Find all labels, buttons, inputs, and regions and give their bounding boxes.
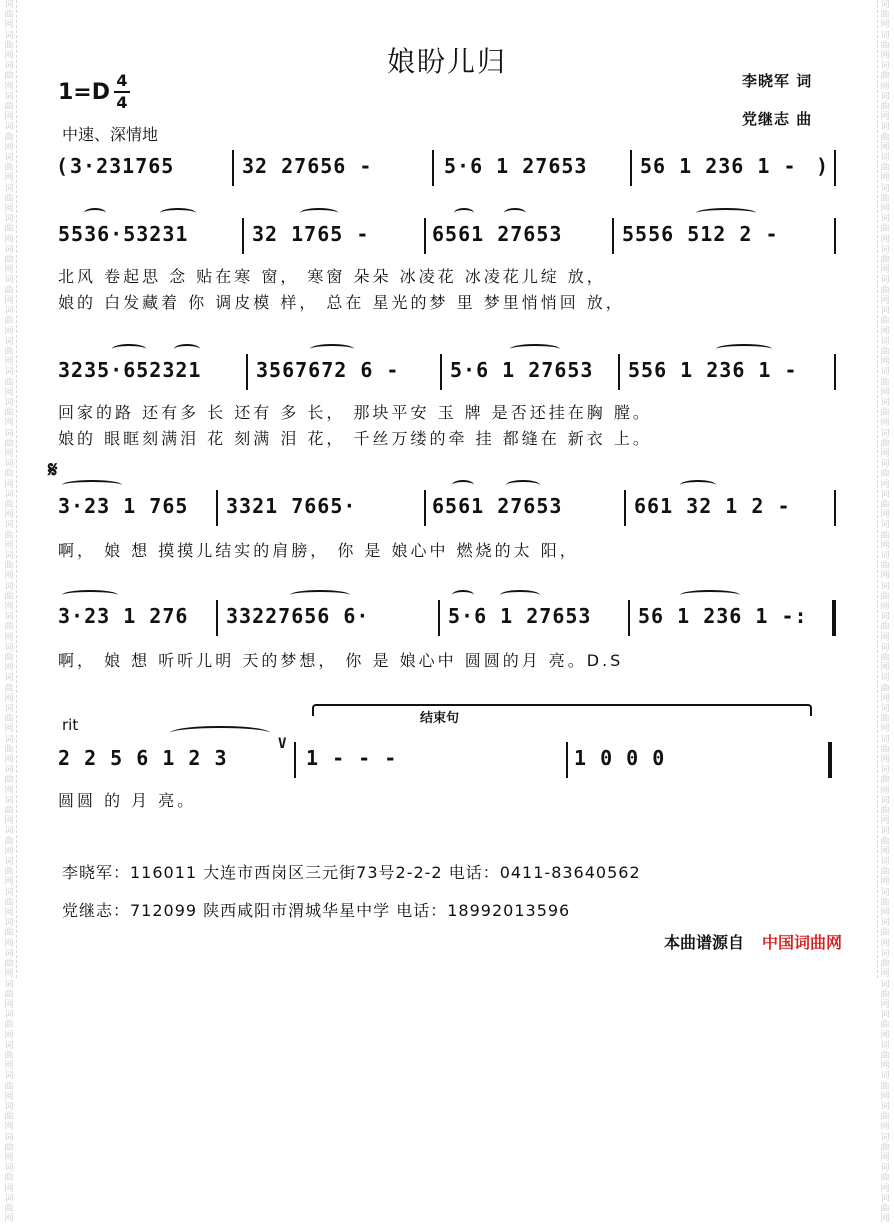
measure: 32 27656 - xyxy=(242,154,373,178)
measure: 3·23 1 765 xyxy=(58,494,189,518)
slur xyxy=(112,344,146,354)
lyrics-chorus: 啊， 娘 想 摸摸儿结实的肩膀， 你 是 娘心中 燃烧的太 阳， xyxy=(58,541,579,560)
measure: 5·6 1 27653 xyxy=(450,358,594,382)
barline xyxy=(438,600,440,636)
measure: 5556 512 2 - xyxy=(622,222,779,246)
slur xyxy=(510,344,560,354)
lyrics-verse-1: 北风 卷起思 念 贴在寒 窗， 寒窗 朵朵 冰凌花 冰凌花儿绽 放， xyxy=(58,267,606,286)
barline xyxy=(440,354,442,390)
barline xyxy=(834,150,836,186)
slur xyxy=(310,344,354,354)
source-label: 本曲谱源自 xyxy=(664,933,745,952)
composer-credit: 党继志 曲 xyxy=(742,110,813,128)
barline xyxy=(242,218,244,254)
slur xyxy=(454,208,474,218)
slur xyxy=(716,344,772,354)
barline xyxy=(566,742,568,778)
barline xyxy=(618,354,620,390)
lyricist-address: 李晓军：116011 大连市西岗区三元街73号2-2-2 电话：0411-83640562 xyxy=(62,863,641,882)
barline xyxy=(624,490,626,526)
measure: 3567672 6 - xyxy=(256,358,400,382)
measure: 5·6 1 27653 xyxy=(448,604,592,628)
notes-row xyxy=(0,600,894,640)
time-signature xyxy=(114,72,130,112)
slur xyxy=(170,726,270,740)
barline xyxy=(834,490,836,526)
tempo-marking: 中速、深情地 xyxy=(62,125,159,144)
time-bottom: 4 xyxy=(116,93,128,112)
barline xyxy=(834,354,836,390)
notes-row xyxy=(0,218,894,258)
measure: 556 1 236 1 - xyxy=(628,358,798,382)
slur xyxy=(504,208,526,218)
lyrics-verse-1: 回家的路 还有多 长 还有 多 长， 那块平安 玉 牌 是否还挂在胸 膛。 xyxy=(58,403,652,422)
lyrics-verse-2: 娘的 白发藏着 你 调皮模 样， 总在 星光的梦 里 梦里悄悄回 放， xyxy=(58,293,625,312)
key-signature: 1=D xyxy=(58,80,111,105)
slur xyxy=(506,480,540,490)
time-top: 4 xyxy=(116,71,128,90)
measure: 661 32 1 2 - xyxy=(634,494,791,518)
measure: 5536·53231 xyxy=(58,222,189,246)
barline xyxy=(424,490,426,526)
measure: 3·23 1 276 xyxy=(58,604,189,628)
measure: 5·6 1 27653 xyxy=(444,154,588,178)
watermark-left: 词曲网 词曲网 词曲网 词曲网 词曲网 词曲网 词曲网 词曲网 词曲网 词曲网 词曲网 词曲网 词曲网 词曲网 词曲网 词曲网 词曲网 词曲网 词曲网 词曲网 词曲网 词曲网 词曲网 词曲网 词曲网 词曲网 词曲网 词曲网 词曲网 词曲网 词曲网 词曲网 词曲网 词曲网 词曲网 词曲网 词曲网 词曲网 词曲网 词曲网 xyxy=(2,0,17,978)
song-title: 娘盼儿归 xyxy=(386,45,507,78)
segno-sign: 𝄋 xyxy=(48,458,58,483)
composer-address: 党继志：712099 陕西咸阳市渭城华星中学 电话：18992013596 xyxy=(62,901,571,920)
ending-bracket xyxy=(312,704,812,716)
breath-mark: V xyxy=(278,736,288,752)
slur xyxy=(160,208,196,218)
measure: 1 0 0 0 xyxy=(574,746,666,770)
slur xyxy=(500,590,540,600)
slur xyxy=(452,590,474,600)
measure: 3·231765 xyxy=(70,154,175,178)
watermark-right: 词曲网 词曲网 词曲网 词曲网 词曲网 词曲网 词曲网 词曲网 词曲网 词曲网 词曲网 词曲网 词曲网 词曲网 词曲网 词曲网 词曲网 词曲网 词曲网 词曲网 词曲网 词曲网 词曲网 词曲网 词曲网 词曲网 词曲网 词曲网 词曲网 词曲网 词曲网 词曲网 词曲网 词曲网 词曲网 词曲网 词曲网 词曲网 词曲网 词曲网 xyxy=(877,0,892,978)
measure: 3235·652321 xyxy=(58,358,202,382)
measure: 56 1 236 1 - xyxy=(640,154,797,178)
barline xyxy=(834,218,836,254)
measure: 1 - - - xyxy=(306,746,398,770)
barline xyxy=(424,218,426,254)
source-site-link[interactable]: 中国词曲网 xyxy=(762,933,843,952)
slur xyxy=(62,480,122,490)
notes-row xyxy=(0,354,894,394)
lyrics-chorus: 啊， 娘 想 听听儿明 天的梦想， 你 是 娘心中 圆圆的月 亮。D.S xyxy=(58,651,624,670)
slur xyxy=(84,208,106,218)
source-footer xyxy=(664,930,842,953)
barline xyxy=(432,150,434,186)
repeat-end-barline xyxy=(832,600,836,636)
slur xyxy=(680,590,740,600)
lyrics-coda: 圆圆 的 月 亮。 xyxy=(58,791,197,810)
paren-close: ) xyxy=(816,154,830,178)
measure: 33227656 6· xyxy=(226,604,370,628)
barline xyxy=(246,354,248,390)
measure: 32 1765 - xyxy=(252,222,370,246)
slur xyxy=(696,208,756,218)
notes-row xyxy=(0,736,894,782)
measure: 6561 27653 xyxy=(432,494,563,518)
slur xyxy=(680,480,716,490)
measure: 56 1 236 1 -: xyxy=(638,604,808,628)
paren-open: ( xyxy=(56,154,70,178)
slur xyxy=(300,208,338,218)
ending-label: 结束句 xyxy=(420,711,460,726)
slur xyxy=(452,480,474,490)
measure: 6561 27653 xyxy=(432,222,563,246)
ritardando-marking: rit xyxy=(62,716,79,734)
slur xyxy=(290,590,350,600)
barline xyxy=(628,600,630,636)
measure: 2 2 5 6 1 2 3 xyxy=(58,746,228,770)
barline xyxy=(232,150,234,186)
lyricist-credit: 李晓军 词 xyxy=(742,72,813,90)
notes-row xyxy=(0,150,894,190)
slur xyxy=(174,344,200,354)
final-barline xyxy=(828,742,832,778)
barline xyxy=(294,742,296,778)
barline xyxy=(630,150,632,186)
barline xyxy=(216,600,218,636)
barline xyxy=(216,490,218,526)
measure: 3321 7665· xyxy=(226,494,357,518)
notes-row xyxy=(0,490,894,530)
barline xyxy=(612,218,614,254)
lyrics-verse-2: 娘的 眼眶刻满泪 花 刻满 泪 花， 千丝万缕的牵 挂 都缝在 新衣 上。 xyxy=(58,429,652,448)
slur xyxy=(62,590,118,600)
